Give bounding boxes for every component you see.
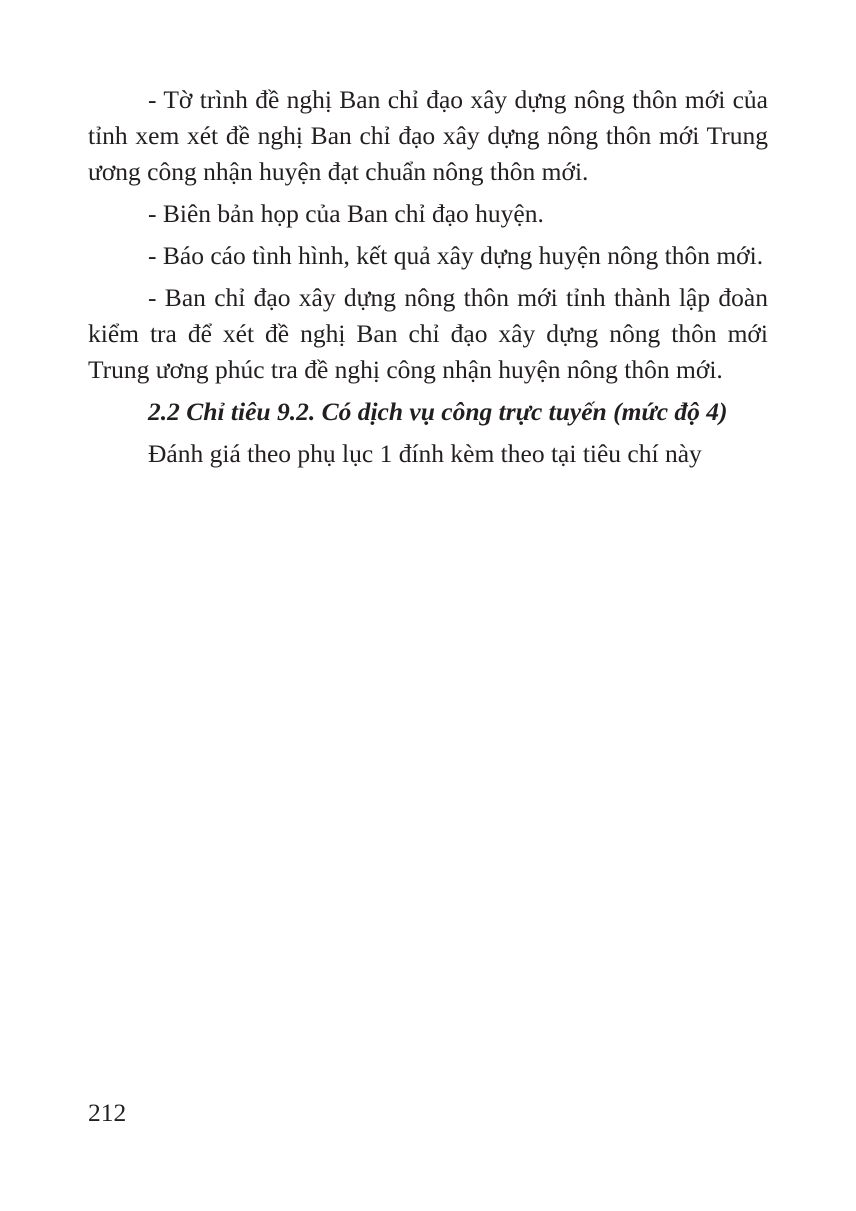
- paragraph-status-report: - Báo cáo tình hình, kết quả xây dựng huyện nông thôn mới.: [148, 241, 764, 270]
- page-number: 212: [88, 1098, 127, 1127]
- paragraph-proposal-submission: - Tờ trình đề nghị Ban chỉ đạo xây dựng nông thôn mới của tỉnh xem xét đề nghị Ban chỉ đạo xây dựng nông thôn mới Trung ương công nhận huyện đạt chuẩn nông thôn mới.: [88, 85, 768, 186]
- paragraph-inspection-team: - Ban chỉ đạo xây dựng nông thôn mới tỉnh thành lập đoàn kiểm tra để xét đề nghị Ban chỉ đạo xây dựng nông thôn mới Trung ương phúc tra đề nghị công nhận huyện nông thôn mới.: [88, 283, 768, 384]
- paragraph-meeting-minutes: - Biên bản họp của Ban chỉ đạo huyện.: [148, 199, 544, 228]
- section-heading: 2.2 Chỉ tiêu 9.2. Có dịch vụ công trực tuyến (mức độ 4): [148, 397, 728, 426]
- page-body: [88, 82, 768, 472]
- paragraph-evaluation: Đánh giá theo phụ lục 1 đính kèm theo tại tiêu chí này: [148, 439, 702, 468]
